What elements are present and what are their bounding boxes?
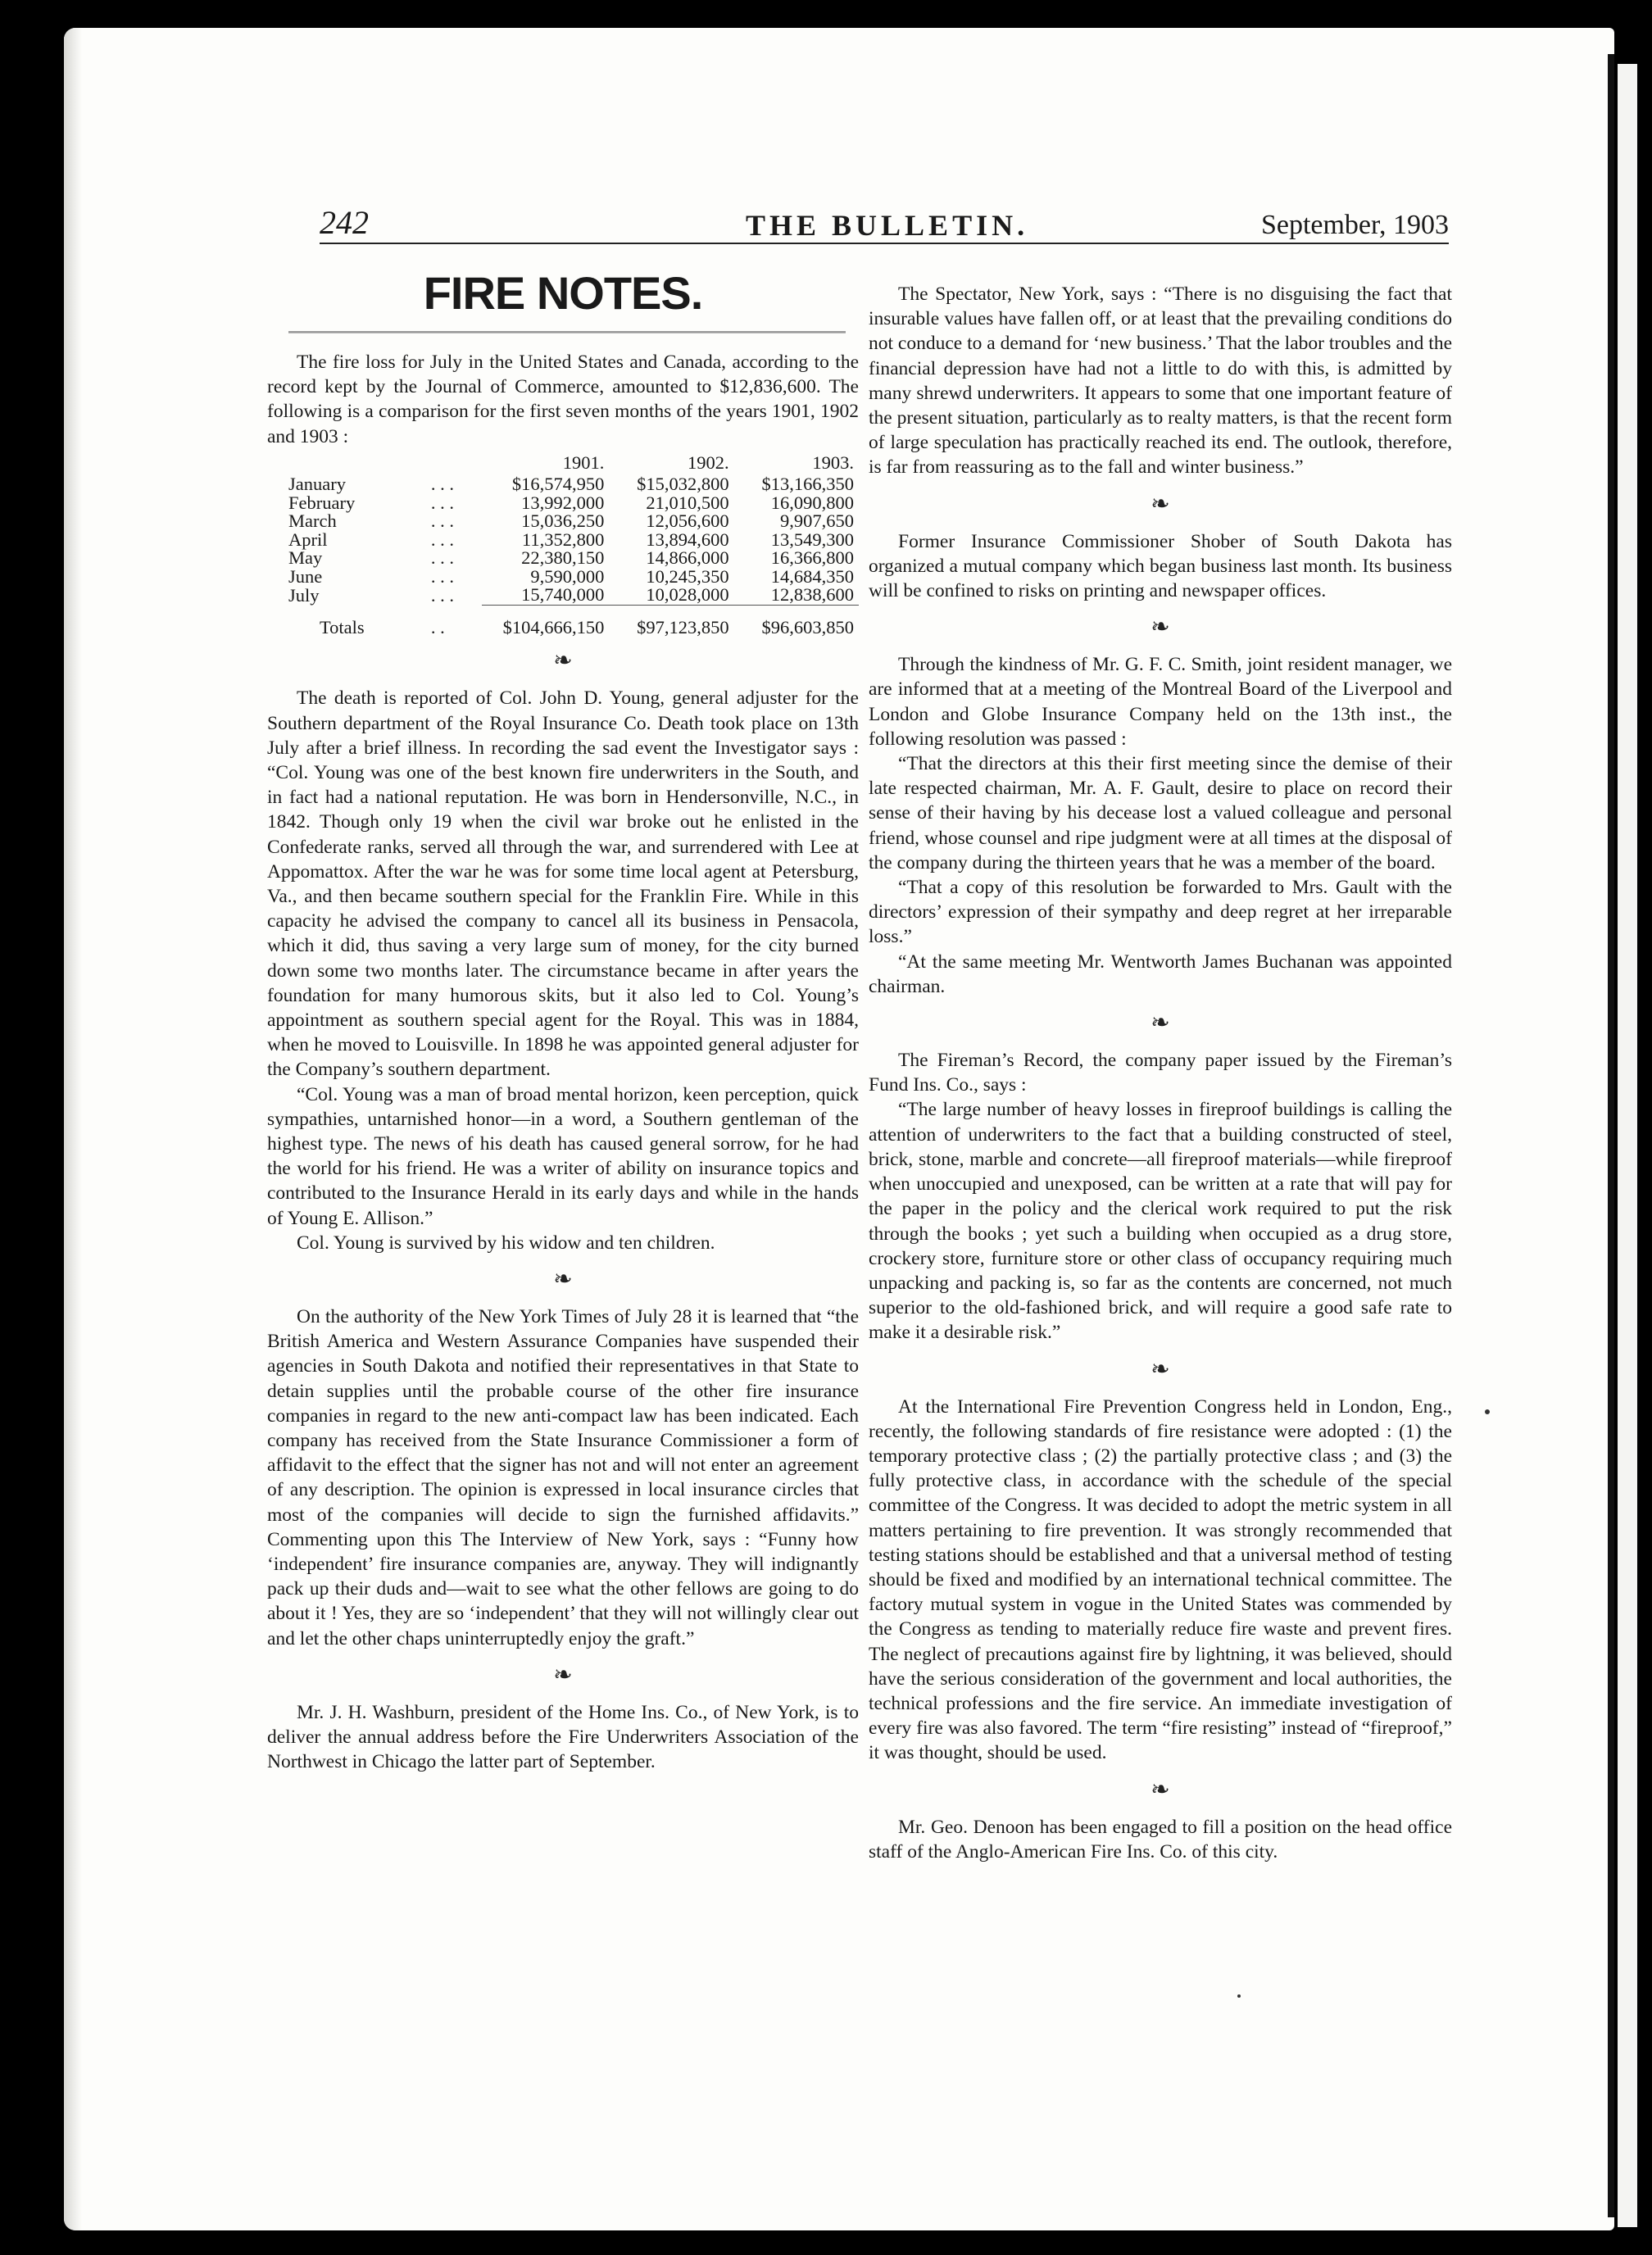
resolution-part-1: “That the directors at this their first meeting since the demise of their late respected chairman, Mr. A. F. Gault, desire to place on record their sense of their having by his decease lost a valued colleague and personal friend, whose counsel and ripe judgment were at all times at the disposal of the company during the thirteen years that he was a member of the board.	[869, 753, 1452, 873]
month-cell: March	[288, 510, 337, 532]
value-cell: 16,366,800	[770, 547, 854, 569]
value-cell: $13,166,350	[761, 474, 854, 495]
value-cell: 9,590,000	[530, 565, 605, 587]
section-separator: ❧	[1150, 491, 1170, 517]
value-cell: 10,245,350	[646, 565, 729, 587]
leader-dots: . . .	[430, 529, 455, 550]
value-cell: 16,090,800	[770, 492, 854, 513]
table-body	[284, 475, 859, 637]
header-rule	[320, 243, 1449, 244]
leader-dots: . . .	[430, 492, 455, 513]
heading-rule	[288, 331, 846, 333]
table-header-row	[284, 454, 859, 476]
value-cell: 12,056,600	[646, 510, 729, 532]
leader-dots: . . .	[430, 474, 455, 495]
value-cell: 9,907,650	[780, 510, 854, 532]
page-edge	[1608, 54, 1614, 2217]
page-shadow	[64, 28, 82, 2230]
section-separator: ❧	[1150, 1776, 1170, 1803]
total-cell: $96,603,850	[761, 616, 854, 637]
leader-dots: . .	[430, 616, 445, 637]
leader-dots: . . .	[430, 565, 455, 587]
article-washburn: Mr. J. H. Washburn, president of the Home Ins. Co., of New York, is to deliver the annual address before the Fire Underwriters Association of the Northwest in Chicago the latter part of September.	[267, 1701, 859, 1773]
month-cell: January	[288, 474, 346, 495]
totals-label: Totals	[320, 616, 365, 637]
value-cell: 12,838,600	[734, 586, 859, 605]
article-south-dakota: On the authority of the New York Times of July 28 it is learned that “the British America and Western Assurance Companies have suspended their agencies in South Dakota and notified their representatives in that State to detain supplies until the probable course of the other fire insurance companies in regard to the new anti-compact law has been indicated. Each company has received from the State Insurance Commissioner a form of affidavit to the effect that the signer has not and will not enter an agreement of any description. The opinion is expressed in local insurance circles that most of the companies will decide to sign the furnished affidavits.” Commenting upon this The Interview of New York, says : “Funny how ‘independent’ fire insurance companies are, anyway. They will indignantly pack up their duds and—wait to see what the other fellows are going to do about it ! Yes, they are so ‘independent’ that they will not willingly clear out and let the other chaps uninterruptedly enjoy the graft.”	[267, 1305, 859, 1649]
month-cell: June	[288, 565, 323, 587]
article-young-survived: Col. Young is survived by his widow and ten children.	[297, 1232, 715, 1254]
left-column	[267, 267, 859, 1774]
column-header: 1903.	[812, 451, 854, 473]
totals-row	[284, 605, 859, 637]
column-header: 1902.	[688, 451, 729, 473]
issue-date: September, 1903	[1260, 210, 1449, 240]
article-firemans-record-intro: The Fireman’s Record, the company paper issued by the Fireman’s Fund Ins. Co., says :	[869, 1050, 1452, 1096]
section-separator: ❧	[553, 1266, 573, 1292]
value-cell: $16,574,950	[511, 474, 605, 495]
month-cell: February	[288, 492, 356, 513]
article-denoon: Mr. Geo. Denoon has been engaged to fill a position on the head office staff of the Anglo-American Fire Ins. Co. of this city.	[869, 1816, 1452, 1863]
value-cell: 14,866,000	[646, 547, 729, 569]
page-header	[320, 200, 1449, 257]
intro-paragraph: The fire loss for July in the United States and Canada, according to the record kept by the Journal of Commerce, amounted to $12,836,600. The following is a comparison for the first seven months of the years 1901, 1902 and 1903 :	[267, 352, 859, 447]
publication-title: THE BULLETIN.	[746, 209, 1029, 242]
value-cell: 10,028,000	[609, 586, 733, 605]
column-header: 1901.	[562, 451, 605, 473]
adjacent-page-edge	[1618, 64, 1637, 2227]
table-row	[284, 512, 859, 531]
month-cell: July	[288, 584, 320, 606]
section-separator: ❧	[1150, 615, 1170, 641]
month-cell: April	[288, 529, 328, 550]
right-column	[869, 282, 1452, 1864]
print-speck	[1485, 1409, 1490, 1414]
value-cell: 21,010,500	[646, 492, 729, 513]
value-cell: 11,352,800	[521, 529, 605, 550]
article-spectator: The Spectator, New York, says : “There is no disguising the fact that insurable values have fallen off, or at least that the prevailing conditions do not conduce to a demand for ‘new business.’ That the labor troubles and the financial depression have had not a little to do with this, is admitted by many shrewd underwriters. It appears to some that one important feature of the present situation, particularly as to realty matters, is that the recent form of large speculation has practically reached its end. The outlook, therefore, is far from reassuring as to the fall and winter business.”	[869, 284, 1452, 479]
table-row	[284, 549, 859, 568]
article-fire-prevention-congress: At the International Fire Prevention Congress held in London, Eng., recently, the following standards of fire resistance were adopted : (1) the temporary protective class ; (2) the partially protective class ; and (3) the fully protective class, in accordance with the schedule of the special committee of the Congress. It was decided to adopt the metric system in all matters pertaining to fire prevention. It was strongly recommended that testing stations should be established and that a universal method of testing should be fixed and modified by an international technical committee. The factory mutual system in vogue in the United States was commended by the Congress as tending to materially reduce fire waste and prevent fires. The neglect of precautions against fire by lightning, it was believed, should have the serious consideration of the government and local authorities, the technical professions and the fire service. An immediate investigation of every fire was also favored. The term “fire resisting” instead of “fireproof,” it was thought, should be used.	[869, 1395, 1452, 1764]
resolution-part-3: “At the same meeting Mr. Wentworth James Buchanan was appointed chairman.	[869, 951, 1452, 997]
value-cell: 13,894,600	[646, 529, 729, 550]
section-separator: ❧	[553, 1662, 573, 1688]
table-row	[284, 568, 859, 587]
month-cell: May	[288, 547, 323, 569]
value-cell: 13,992,000	[521, 492, 605, 513]
leader-dots: . . .	[430, 547, 455, 569]
table-row	[284, 531, 859, 550]
value-cell: 22,380,150	[521, 547, 605, 569]
leader-dots: . . .	[430, 510, 455, 532]
article-young-quote: “Col. Young was a man of broad mental horizon, keen perception, quick sympathies, untarnished honor—in a word, a Southern gentleman of the highest type. The news of his death has caused general sorrow, for he had the world for his friend. He was a writer of ability on insurance topics and contributed to the Insurance Herald in its early days and while in the hands of Young E. Allison.”	[267, 1083, 859, 1229]
section-separator: ❧	[553, 648, 573, 674]
article-young-death: The death is reported of Col. John D. Young, general adjuster for the Southern department of the Royal Insurance Co. Death took place on 13th July after a brief illness. In recording the sad event the Investigator says : “Col. Young was one of the best known fire underwriters in the South, and in fact had a national reputation. He was born in Hendersonville, N.C., in 1842. Though only 19 when the civil war broke out he enlisted in the Confederate ranks, served all through the war, and surrendered with Lee at Appomattox. After the war he was for some time local agent at Petersburg, Va., and then became southern special for the Franklin Fire. While in this capacity he advised the company to cancel all its business in Pensacola, which it did, thus saving a very large sum of money, for the city burned down some two months later. The circumstance became in after years the foundation for many humorous skits, but it also led to Col. Young’s appointment as southern special agent for the Royal. This was in 1884, when he moved to Louisville. In 1898 he was appointed general adjuster for the Company’s southern department.	[267, 687, 859, 1081]
leader-dots: . . .	[430, 584, 455, 606]
section-separator: ❧	[1150, 1010, 1170, 1037]
table-row	[284, 586, 859, 605]
resolution-part-2: “That a copy of this resolution be forwarded to Mrs. Gault with the directors’ expression of their sympathy and deep regret at her irreparable loss.”	[869, 877, 1452, 948]
print-speck	[1237, 1994, 1241, 1998]
value-cell: 13,549,300	[770, 529, 854, 550]
fire-loss-table	[284, 451, 859, 637]
article-montreal-board: Through the kindness of Mr. G. F. C. Smith, joint resident manager, we are informed that at a meeting of the Montreal Board of the Liverpool and London and Globe Insurance Company held on the 13th inst., the following resolution was passed :	[869, 654, 1452, 750]
total-cell: $97,123,850	[637, 616, 729, 637]
value-cell: 15,036,250	[521, 510, 605, 532]
section-heading: FIRE NOTES.	[423, 267, 703, 319]
article-shober: Former Insurance Commissioner Shober of South Dakota has organized a mutual company which began business last month. Its business will be confined to risks on printing and newspaper offices.	[869, 530, 1452, 602]
value-cell: 14,684,350	[770, 565, 854, 587]
page-number: 242	[320, 204, 369, 241]
section-separator: ❧	[1150, 1356, 1170, 1382]
value-cell: $15,032,800	[637, 474, 729, 495]
table-row	[284, 494, 859, 513]
value-cell: 15,740,000	[482, 586, 609, 605]
table-row	[284, 475, 859, 494]
article-firemans-record-quote: “The large number of heavy losses in fireproof buildings is calling the attention of underwriters to the fact that a building constructed of steel, brick, stone, marble and concrete—all fireproof materials—while fireproof when unoccupied and unexposed, can be written at a rate that will pay for the paper in the policy and the clerical work required to put the risk through the books ; yet such a building when occupied as a drug store, crockery store, furniture store or other class of occupancy requiring much unpacking and packing is, so far as the contents are concerned, not much superior to the old-fashioned brick, and will require a good safe rate to make it a desirable risk.”	[869, 1099, 1452, 1344]
total-cell: $104,666,150	[502, 616, 605, 637]
